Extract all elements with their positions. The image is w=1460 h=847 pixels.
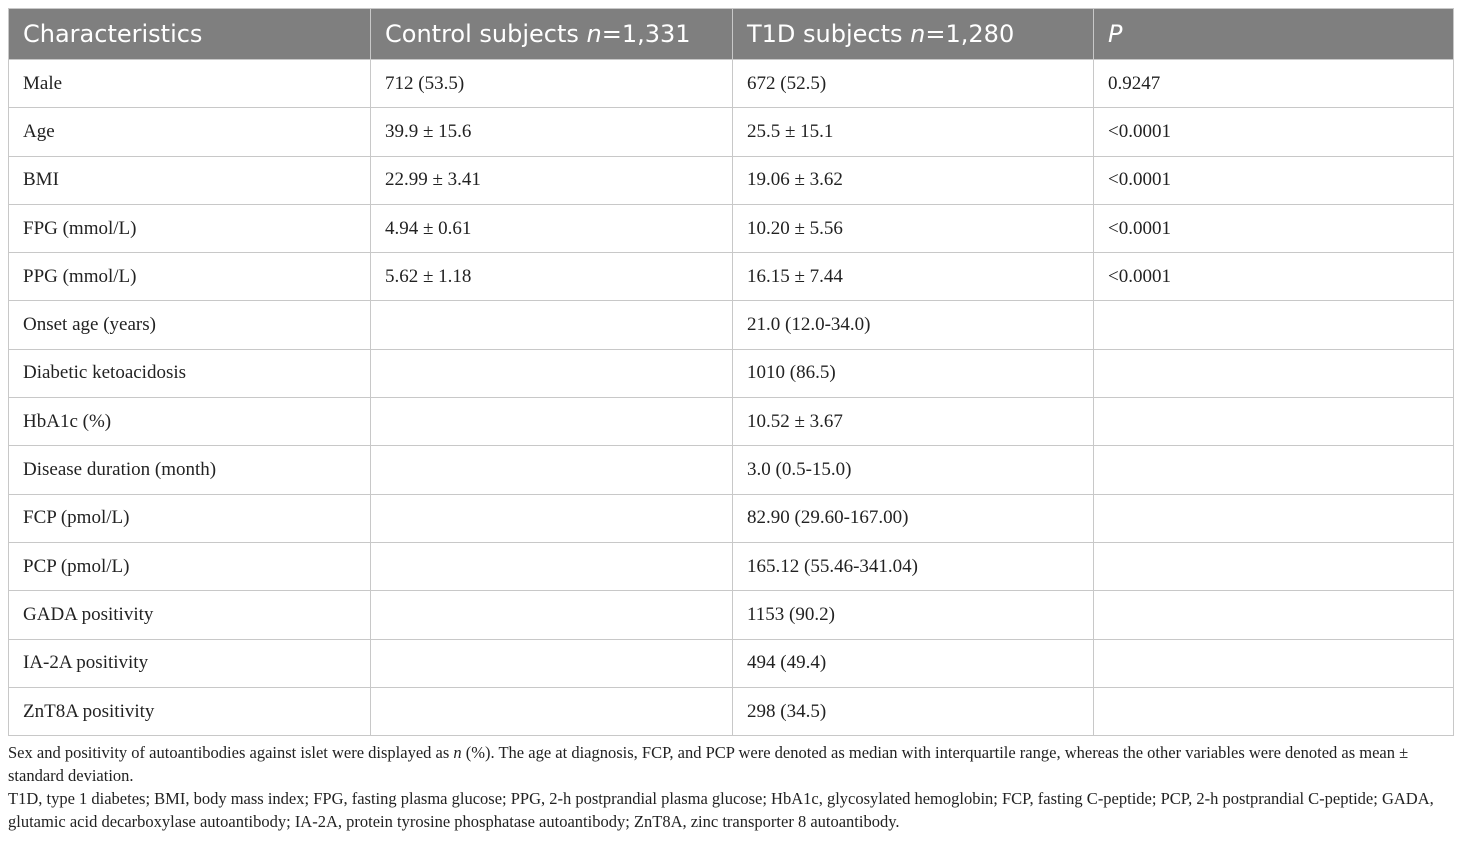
table-row <box>9 446 1454 494</box>
cell-characteristic: FPG (mmol/L) <box>9 204 371 252</box>
cell-t1d-value: 298 (34.5) <box>733 687 1094 735</box>
cell-p-value <box>1094 639 1454 687</box>
table-body <box>9 60 1454 736</box>
cell-control-value <box>371 301 733 349</box>
table-header-row <box>9 9 1454 60</box>
header-characteristics: Characteristics <box>9 9 371 60</box>
table-row <box>9 156 1454 204</box>
table-row <box>9 204 1454 252</box>
cell-control-value: 5.62 ± 1.18 <box>371 253 733 301</box>
cell-t1d-value: 82.90 (29.60-167.00) <box>733 494 1094 542</box>
cell-characteristic: HbA1c (%) <box>9 398 371 446</box>
cell-control-value <box>371 349 733 397</box>
cell-p-value <box>1094 301 1454 349</box>
cell-characteristic: Diabetic ketoacidosis <box>9 349 371 397</box>
table-row <box>9 349 1454 397</box>
table-row <box>9 542 1454 590</box>
characteristics-table-container <box>8 8 1453 833</box>
cell-control-value: 22.99 ± 3.41 <box>371 156 733 204</box>
footnote-definitions: Sex and positivity of autoantibodies against islet were displayed as n (%). The age at diagnosis, FCP, and PCP were denoted as median with interquartile range, whereas the other variables were denoted as mean ± standard deviation. <box>8 743 1409 786</box>
table-footnotes <box>8 741 1453 833</box>
table-row <box>9 301 1454 349</box>
characteristics-table <box>8 8 1454 736</box>
cell-characteristic: Disease duration (month) <box>9 446 371 494</box>
footnote-abbreviations: T1D, type 1 diabetes; BMI, body mass index; FPG, fasting plasma glucose; PPG, 2-h postprandial plasma glucose; HbA1c, glycosylated hemoglobin; FCP, fasting C-peptide; PCP, 2-h postprandial C-peptide; GADA, glutamic acid decarboxylase autoantibody; IA-2A, protein tyrosine phosphatase autoantibody; ZnT8A, zinc transporter 8 autoantibody. <box>8 789 1434 832</box>
cell-p-value <box>1094 446 1454 494</box>
cell-t1d-value: 1153 (90.2) <box>733 591 1094 639</box>
cell-t1d-value: 25.5 ± 15.1 <box>733 108 1094 156</box>
cell-characteristic: IA-2A positivity <box>9 639 371 687</box>
table-row <box>9 398 1454 446</box>
cell-p-value: <0.0001 <box>1094 108 1454 156</box>
cell-p-value: <0.0001 <box>1094 253 1454 301</box>
cell-control-value <box>371 398 733 446</box>
header-t1d-subjects: T1D subjects n=1,280 <box>733 9 1094 60</box>
table-row <box>9 687 1454 735</box>
cell-t1d-value: 10.20 ± 5.56 <box>733 204 1094 252</box>
cell-control-value: 712 (53.5) <box>371 60 733 108</box>
cell-control-value <box>371 446 733 494</box>
cell-p-value: <0.0001 <box>1094 156 1454 204</box>
cell-characteristic: PCP (pmol/L) <box>9 542 371 590</box>
cell-characteristic: PPG (mmol/L) <box>9 253 371 301</box>
cell-p-value: <0.0001 <box>1094 204 1454 252</box>
cell-p-value <box>1094 542 1454 590</box>
table-row <box>9 639 1454 687</box>
cell-characteristic: Onset age (years) <box>9 301 371 349</box>
cell-t1d-value: 494 (49.4) <box>733 639 1094 687</box>
cell-characteristic: GADA positivity <box>9 591 371 639</box>
cell-t1d-value: 16.15 ± 7.44 <box>733 253 1094 301</box>
cell-control-value: 39.9 ± 15.6 <box>371 108 733 156</box>
cell-control-value: 4.94 ± 0.61 <box>371 204 733 252</box>
table-row <box>9 60 1454 108</box>
cell-characteristic: Age <box>9 108 371 156</box>
table-row <box>9 591 1454 639</box>
table-row <box>9 494 1454 542</box>
cell-control-value <box>371 687 733 735</box>
cell-t1d-value: 21.0 (12.0-34.0) <box>733 301 1094 349</box>
cell-characteristic: BMI <box>9 156 371 204</box>
cell-control-value <box>371 591 733 639</box>
cell-characteristic: Male <box>9 60 371 108</box>
cell-p-value <box>1094 591 1454 639</box>
cell-t1d-value: 165.12 (55.46-341.04) <box>733 542 1094 590</box>
table-row <box>9 253 1454 301</box>
cell-t1d-value: 1010 (86.5) <box>733 349 1094 397</box>
cell-control-value <box>371 494 733 542</box>
cell-t1d-value: 10.52 ± 3.67 <box>733 398 1094 446</box>
cell-characteristic: ZnT8A positivity <box>9 687 371 735</box>
header-p-value: P <box>1094 9 1454 60</box>
cell-t1d-value: 19.06 ± 3.62 <box>733 156 1094 204</box>
table-row <box>9 108 1454 156</box>
cell-t1d-value: 3.0 (0.5-15.0) <box>733 446 1094 494</box>
cell-characteristic: FCP (pmol/L) <box>9 494 371 542</box>
cell-control-value <box>371 639 733 687</box>
cell-control-value <box>371 542 733 590</box>
cell-t1d-value: 672 (52.5) <box>733 60 1094 108</box>
cell-p-value <box>1094 349 1454 397</box>
cell-p-value: 0.9247 <box>1094 60 1454 108</box>
cell-p-value <box>1094 398 1454 446</box>
header-control-subjects: Control subjects n=1,331 <box>371 9 733 60</box>
cell-p-value <box>1094 494 1454 542</box>
cell-p-value <box>1094 687 1454 735</box>
